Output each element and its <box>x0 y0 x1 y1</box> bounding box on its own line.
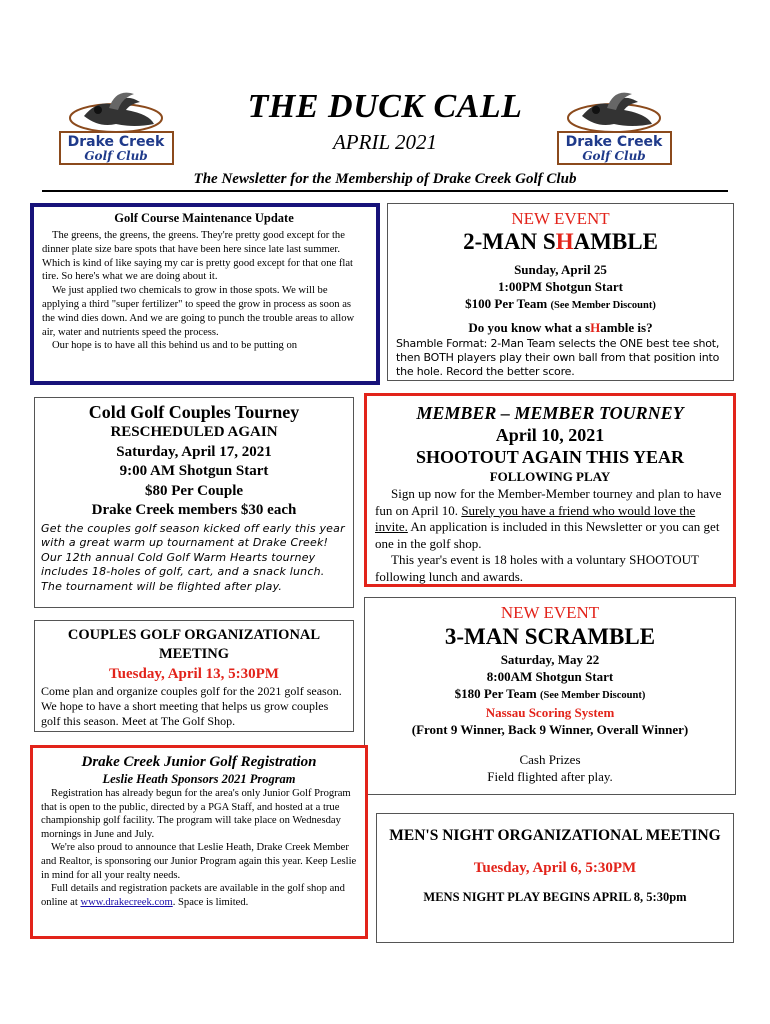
mens-night-box <box>376 813 734 943</box>
scramble-event-box <box>364 597 736 795</box>
scramble-winners: (Front 9 Winner, Back 9 Winner, Overall Winner) <box>411 722 689 737</box>
member-member-invite-text: Surely you have a friend who would love the invite. <box>375 502 696 534</box>
shamble-date: Sunday, April 25 <box>514 262 607 277</box>
shamble-kicker: NEW EVENT <box>511 209 610 228</box>
member-member-date: April 10, 2021 <box>495 425 605 445</box>
shamble-event-box <box>387 203 734 381</box>
shamble-question: Do you know what a sHamble is? <box>468 320 653 335</box>
couples-tourney-member-price: Drake Creek members $30 each <box>91 502 297 518</box>
junior-golf-paragraph-1: Registration has already begun for the area's only Junior Golf Program that is open to the public, directed by a PGA Staff, and hosted at a true championship golf facility. The program will take place on Wednesday mornings in June and July. <box>41 788 351 840</box>
couples-tourney-rescheduled: RESCHEDULED AGAIN <box>110 424 278 440</box>
junior-golf-title: Drake Creek Junior Golf Registration <box>81 754 317 770</box>
scramble-flighted: Field flighted after play. <box>487 769 613 784</box>
mens-night-play-begins: MENS NIGHT PLAY BEGINS APRIL 8, 5:30pm <box>423 890 687 904</box>
couples-tourney-title: Cold Golf Couples Tourney <box>88 402 300 422</box>
couples-meeting-title: COUPLES GOLF ORGANIZATIONAL MEETING <box>67 627 321 662</box>
maintenance-paragraph-2: We just applied two chemicals to grow in those spots. We will be applying a third "super fertilizer" to speed the grow in process as soon as the wind dies down. And we are going to punch the trouble areas to allow air, water and nutrients speed the process. <box>42 285 355 338</box>
svg-text:Drake Creek: Drake Creek <box>565 134 663 150</box>
scramble-scoring: Nassau Scoring System <box>485 705 615 720</box>
issue-date: APRIL 2021 <box>332 130 438 154</box>
drakecreek-website-link[interactable]: www.drakecreek.com <box>80 896 173 908</box>
member-member-paragraph-2: This year's event is 18 holes with a voluntary SHOOTOUT following lunch and awards. <box>375 552 699 584</box>
junior-golf-paragraph-3: Full details and registration packets are available in the golf shop and online at www.drakecreek.com. Space is limited. <box>41 883 345 908</box>
junior-golf-paragraph-2: We're also proud to announce that Leslie Heath, Drake Creek Member and Realtor, is sponsoring our Junior Program again this year. Keep Leslie in mind for all your realty needs. <box>41 842 357 881</box>
scramble-title: 3-MAN SCRAMBLE <box>444 624 656 649</box>
maintenance-paragraph-3: Our hope is to have all this behind us and to be putting on <box>52 340 298 352</box>
junior-golf-box <box>30 745 368 939</box>
mens-night-title: MEN'S NIGHT ORGANIZATIONAL MEETING <box>389 827 721 844</box>
shamble-time: 1:00PM Shotgun Start <box>498 279 623 294</box>
couples-tourney-date: Saturday, April 17, 2021 <box>116 443 272 460</box>
maintenance-paragraph-1: The greens, the greens, the greens. They're pretty good except for the dinner plate size bare spots that have been here since late last summer. Which is kind of like saying my car is pretty good except for that one flat tire. So here's what we are doing about it. <box>42 230 353 283</box>
couples-meeting-description: Come plan and organize couples golf for the 2021 golf season. We hope to have a short meeting that helps us grow couples golf this season. Meet at The Golf Shop. <box>41 684 342 728</box>
maintenance-update-box <box>30 203 380 385</box>
couples-meeting-date: Tuesday, April 13, 5:30PM <box>109 666 279 682</box>
member-member-paragraph-1: Sign up now for the Member-Member tourney and plan to have fun on April 10. Surely you have a friend who would love the invite. An application is included in this Newsletter or you can get one in the golf shop. <box>375 486 722 551</box>
member-member-following: FOLLOWING PLAY <box>489 469 611 484</box>
scramble-time: 8:00AM Shotgun Start <box>486 669 614 684</box>
member-member-title: MEMBER – MEMBER TOURNEY <box>416 403 684 423</box>
shamble-title: 2-MAN SHAMBLE <box>463 229 658 254</box>
svg-text:Golf Club: Golf Club <box>84 149 148 163</box>
newsletter-tagline: The Newsletter for the Membership of Drake Creek Golf Club <box>193 171 577 187</box>
couples-tourney-box <box>34 397 354 608</box>
header-divider <box>42 190 728 192</box>
svg-text:Drake Creek: Drake Creek <box>67 134 165 150</box>
scramble-prizes: Cash Prizes <box>519 752 581 767</box>
shamble-format: Shamble Format: 2-Man Team selects the ONE best tee shot, then BOTH players play their own ball from that position into the hole. Record the better score. <box>396 337 720 378</box>
scramble-date: Saturday, May 22 <box>500 652 600 667</box>
scramble-price: $180 Per Team (See Member Discount) <box>454 686 646 701</box>
newsletter-title: THE DUCK CALL <box>247 88 523 125</box>
couples-meeting-box <box>34 620 354 732</box>
shamble-price: $100 Per Team (See Member Discount) <box>465 296 656 311</box>
maintenance-heading: Golf Course Maintenance Update <box>114 211 294 225</box>
couples-tourney-price: $80 Per Couple <box>144 482 244 499</box>
scramble-kicker: NEW EVENT <box>500 603 600 622</box>
member-member-shootout: SHOOTOUT AGAIN THIS YEAR <box>416 447 684 467</box>
svg-text:Golf Club: Golf Club <box>582 149 646 163</box>
couples-tourney-description: Get the couples golf season kicked off early this year with a great warm up tournament at Drake Creek! Our 12th annual Cold Golf Warm Hearts tourney includes 18-holes of golf, cart, and a snack lunch. The tournament will be flighted after play. <box>41 521 345 593</box>
junior-golf-subtitle: Leslie Heath Sponsors 2021 Program <box>102 772 296 786</box>
member-member-box <box>364 393 736 587</box>
couples-tourney-time: 9:00 AM Shotgun Start <box>119 463 269 479</box>
mens-night-date: Tuesday, April 6, 5:30PM <box>473 860 637 876</box>
